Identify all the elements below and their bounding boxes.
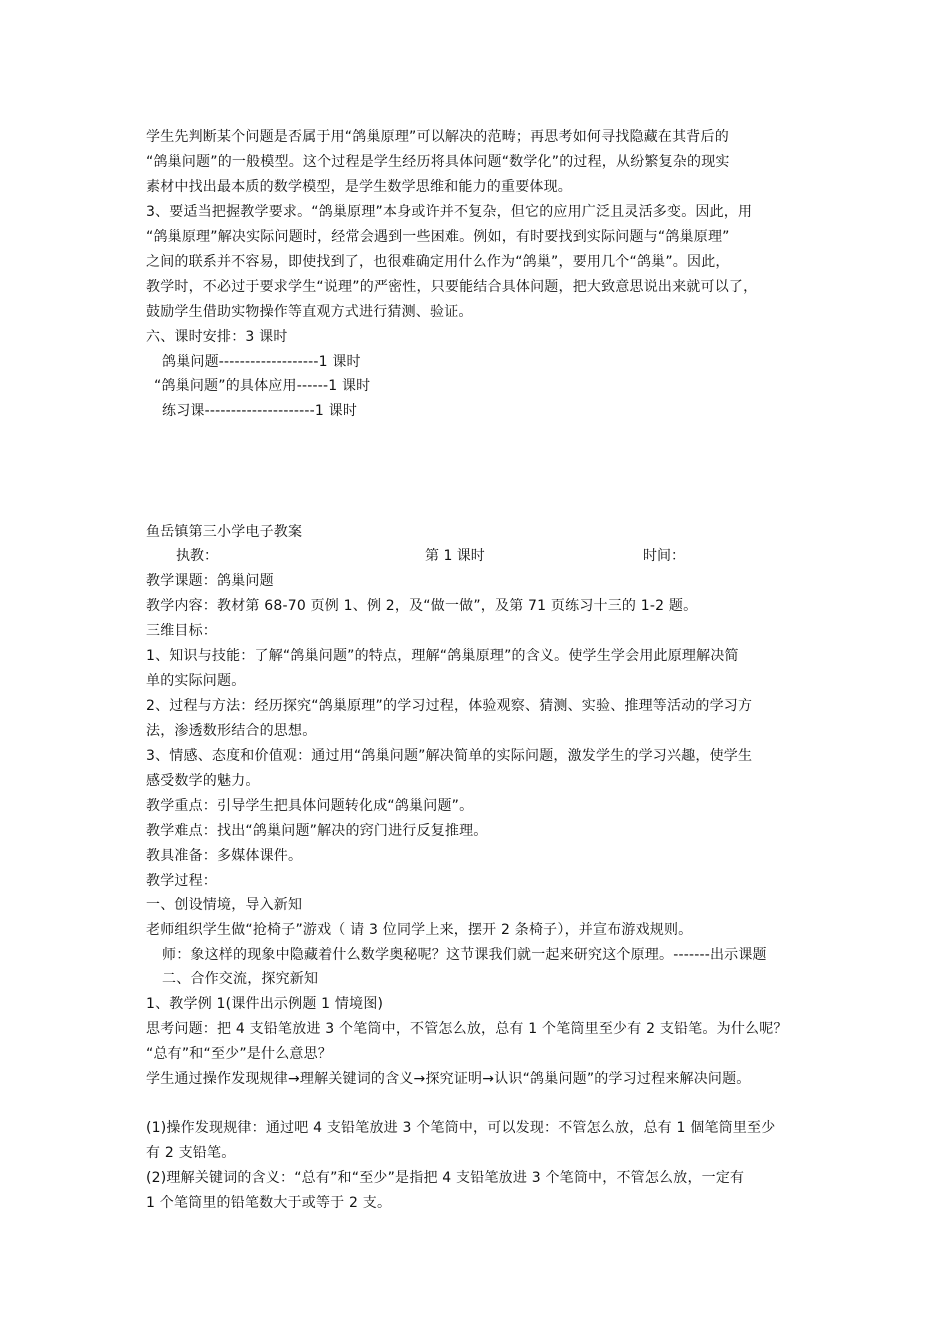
time-label: 时间： xyxy=(643,548,685,564)
text-line: 教具准备：多媒体课件。 xyxy=(146,848,303,864)
schedule-item: 练习课---------------------1 课时 xyxy=(162,403,358,419)
text-line: 三维目标： xyxy=(146,623,217,639)
text-line: 单的实际问题。 xyxy=(146,673,246,689)
text-line: 学生先判断某个问题是否属于用“鸽巢原理”可以解决的范畴；再思考如何寻找隐藏在其背后的 xyxy=(146,129,729,145)
text-line: “总有”和“至少”是什么意思？ xyxy=(146,1046,333,1062)
schedule-item: 鸽巢问题-------------------1 课时 xyxy=(162,354,361,370)
text-line: 教学课题：鸽巢问题 xyxy=(146,573,274,589)
text-line: 教学时，不必过于要求学生“说理”的严密性，只要能结合具体问题，把大致意思说出来就可以了， xyxy=(146,279,758,295)
text-line: 鼓励学生借助实物操作等直观方式进行猜测、验证。 xyxy=(146,304,473,320)
text-line: 法，渗透数形结合的思想。 xyxy=(146,723,317,739)
text-line: 1 个笔筒里的铅笔数大于或等于 2 支。 xyxy=(146,1195,392,1211)
text-line: 3、要适当把握教学要求。“鸽巢原理”本身或许并不复杂，但它的应用广泛且灵活多变。因此，用 xyxy=(146,204,753,220)
text-line: 思考问题：把 4 支铅笔放进 3 个笔筒中，不管怎么放，总有 1 个笔筒里至少有 2 支铅笔。为什么呢？ xyxy=(146,1021,788,1037)
text-line: 3、情感、态度和价值观：通过用“鸽巢问题”解决简单的实际问题，激发学生的学习兴趣，使学生 xyxy=(146,748,753,764)
schedule-item: “鸽巢问题”的具体应用------1 课时 xyxy=(154,378,371,394)
text-line: 1、教学例 1(课件出示例题 1 情境图) xyxy=(146,996,384,1012)
lesson-label: 第 1 课时 xyxy=(425,548,485,564)
section-heading: 二、合作交流，探究新知 xyxy=(162,971,319,987)
text-line: 2、过程与方法：经历探究“鸽巢原理”的学习过程，体验观察、猜测、实验、推理等活动的学习方 xyxy=(146,698,753,714)
section-heading: 六、课时安排：3 课时 xyxy=(146,329,288,345)
school-title: 鱼岳镇第三小学电子教案 xyxy=(146,524,303,540)
text-line: 教学过程： xyxy=(146,873,217,889)
text-line: 师：象这样的现象中隐藏着什么数学奥秘呢？这节课我们就一起来研究这个原理。-------出示课题 xyxy=(162,947,767,963)
text-line: 有 2 支铅笔。 xyxy=(146,1145,236,1161)
text-line: 之间的联系并不容易，即使找到了，也很难确定用什么作为“鸽巢”，要用几个“鸽巢”。因此， xyxy=(146,254,730,270)
text-line: (2)理解关键词的含义：“总有”和“至少”是指把 4 支铅笔放进 3 个笔筒中，不管怎么放，一定有 xyxy=(146,1170,745,1186)
text-line: 教学内容：教材第 68-70 页例 1、例 2，及“做一做”，及第 71 页练习十三的 1-2 题。 xyxy=(146,598,698,614)
text-line: 素材中找出最本质的数学模型，是学生数学思维和能力的重要体现。 xyxy=(146,179,572,195)
text-line: 感受数学的魅力。 xyxy=(146,773,260,789)
text-line: 教学难点：找出“鸽巢问题”解决的窍门进行反复推理。 xyxy=(146,823,488,839)
text-line: “鸽巢原理”解决实际问题时，经常会遇到一些困难。例如，有时要找到实际问题与“鸽巢原理” xyxy=(146,229,730,245)
text-line: 学生通过操作发现规律→理解关键词的含义→探究证明→认识“鸽巢问题”的学习过程来解决问题。 xyxy=(146,1071,751,1087)
text-line: 老师组织学生做“抢椅子”游戏（ 请 3 位同学上来，摆开 2 条椅子），并宣布游戏规则。 xyxy=(146,922,693,938)
section-heading: 一、创设情境，导入新知 xyxy=(146,897,303,913)
text-line: (1)操作发现规律：通过吧 4 支铅笔放进 3 个笔筒中，可以发现：不管怎么放，总有 1 個笔筒里至少 xyxy=(146,1120,776,1136)
text-line: 教学重点：引导学生把具体问题转化成“鸽巢问题”。 xyxy=(146,798,474,814)
teacher-label: 执教： xyxy=(176,548,218,564)
text-line: 1、知识与技能：了解“鸽巢问题”的特点，理解“鸽巢原理”的含义。使学生学会用此原理解决简 xyxy=(146,648,739,664)
text-line: “鸽巢问题”的一般模型。这个过程是学生经历将具体问题“数学化”的过程，从纷繁复杂的现实 xyxy=(146,154,730,170)
